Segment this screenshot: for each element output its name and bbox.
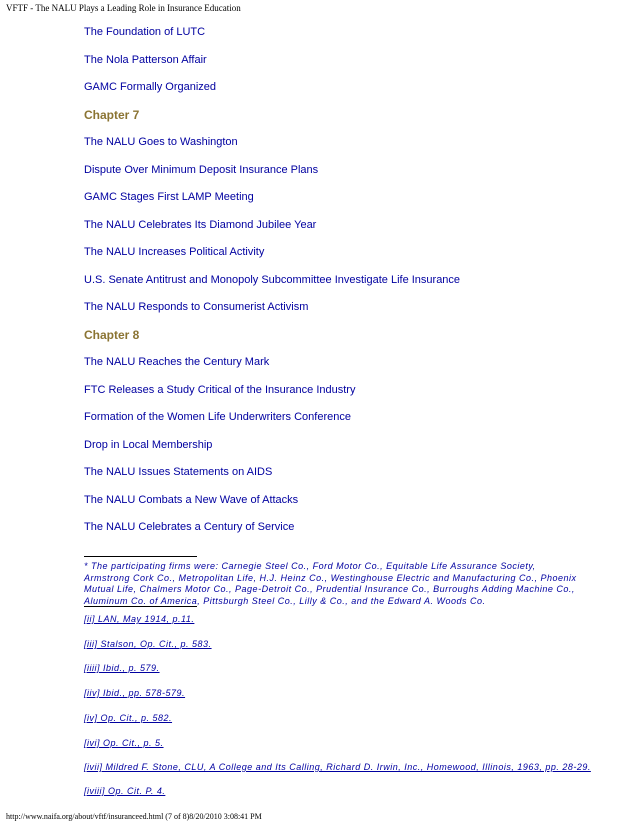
toc-link[interactable]: Formation of the Women Life Underwriters Conference	[84, 411, 351, 423]
toc-link[interactable]: GAMC Formally Organized	[84, 81, 217, 93]
toc-link[interactable]: Drop in Local Membership	[84, 438, 213, 451]
reference-link[interactable]: [ivi] Op. Cit., p. 5.	[84, 738, 164, 748]
reference-link[interactable]: [ii] LAN, May 1914, p.11.	[84, 614, 195, 624]
toc-link[interactable]: The NALU Celebrates a Century of Service	[84, 521, 295, 533]
footnote-divider	[84, 606, 197, 607]
toc-link[interactable]: The NALU Issues Statements on AIDS	[84, 466, 273, 478]
toc-link[interactable]: The NALU Increases Political Activity	[84, 246, 265, 258]
toc-link[interactable]: The NALU Reaches the Century Mark	[84, 356, 270, 368]
table-of-contents	[84, 24, 584, 547]
reference-link[interactable]: [iviii] Op. Cit. P. 4.	[84, 786, 166, 796]
toc-link[interactable]: The NALU Combats a New Wave of Attacks	[84, 493, 299, 506]
page-footer: http://www.naifa.org/about/vftf/insuranceed.html (7 of 8)8/20/2010 3:08:41 PM	[6, 812, 262, 821]
toc-link[interactable]: The NALU Celebrates Its Diamond Jubilee Year	[84, 218, 317, 231]
footnote-text: * The participating firms were: Carnegie Steel Co., Ford Motor Co., Equitable Life Assurance Society, Armstrong Cork Co., Metropolitan Life, H.J. Heinz Co., Westinghouse Electric and Manufacturing Co., Phoenix Mutual Life, Chalmers Motor Co., Page-Detroit Co., Prudential Insurance Co., Burroughs Adding Machine Co., Aluminum Co. of America, Pittsburgh Steel Co., Lilly & Co., and the Edward A. Woods Co.	[84, 561, 577, 606]
reference-link[interactable]: [iiii] Ibid., p. 579.	[84, 663, 160, 673]
toc-link[interactable]: Dispute Over Minimum Deposit Insurance Plans	[84, 163, 319, 176]
page-header: VFTF - The NALU Plays a Leading Role in Insurance Education	[6, 3, 241, 13]
reference-link[interactable]: [iv] Op. Cit., p. 582.	[84, 713, 173, 723]
chapter-heading: Chapter 8	[84, 327, 140, 342]
reference-link[interactable]: [iii] Stalson, Op. Cit., p. 583.	[84, 639, 212, 649]
toc-link[interactable]: The Foundation of LUTC	[84, 26, 206, 38]
footnote-divider	[84, 556, 197, 557]
reference-link[interactable]: [ivii] Mildred F. Stone, CLU, A College and Its Calling, Richard D. Irwin, Inc., Homewood, Illinois, 1963, pp. 28-29.	[84, 762, 591, 772]
reference-link[interactable]: [iiv] Ibid., pp. 578-579.	[84, 688, 186, 698]
chapter-heading: Chapter 7	[84, 107, 140, 122]
toc-link[interactable]: GAMC Stages First LAMP Meeting	[84, 191, 254, 203]
toc-link[interactable]: The NALU Responds to Consumerist Activism	[84, 301, 309, 313]
toc-link[interactable]: U.S. Senate Antitrust and Monopoly Subcommittee Investigate Life Insurance	[84, 273, 461, 286]
toc-link[interactable]: The NALU Goes to Washington	[84, 136, 238, 148]
toc-link[interactable]: The Nola Patterson Affair	[84, 53, 207, 66]
toc-link[interactable]: FTC Releases a Study Critical of the Insurance Industry	[84, 383, 356, 396]
